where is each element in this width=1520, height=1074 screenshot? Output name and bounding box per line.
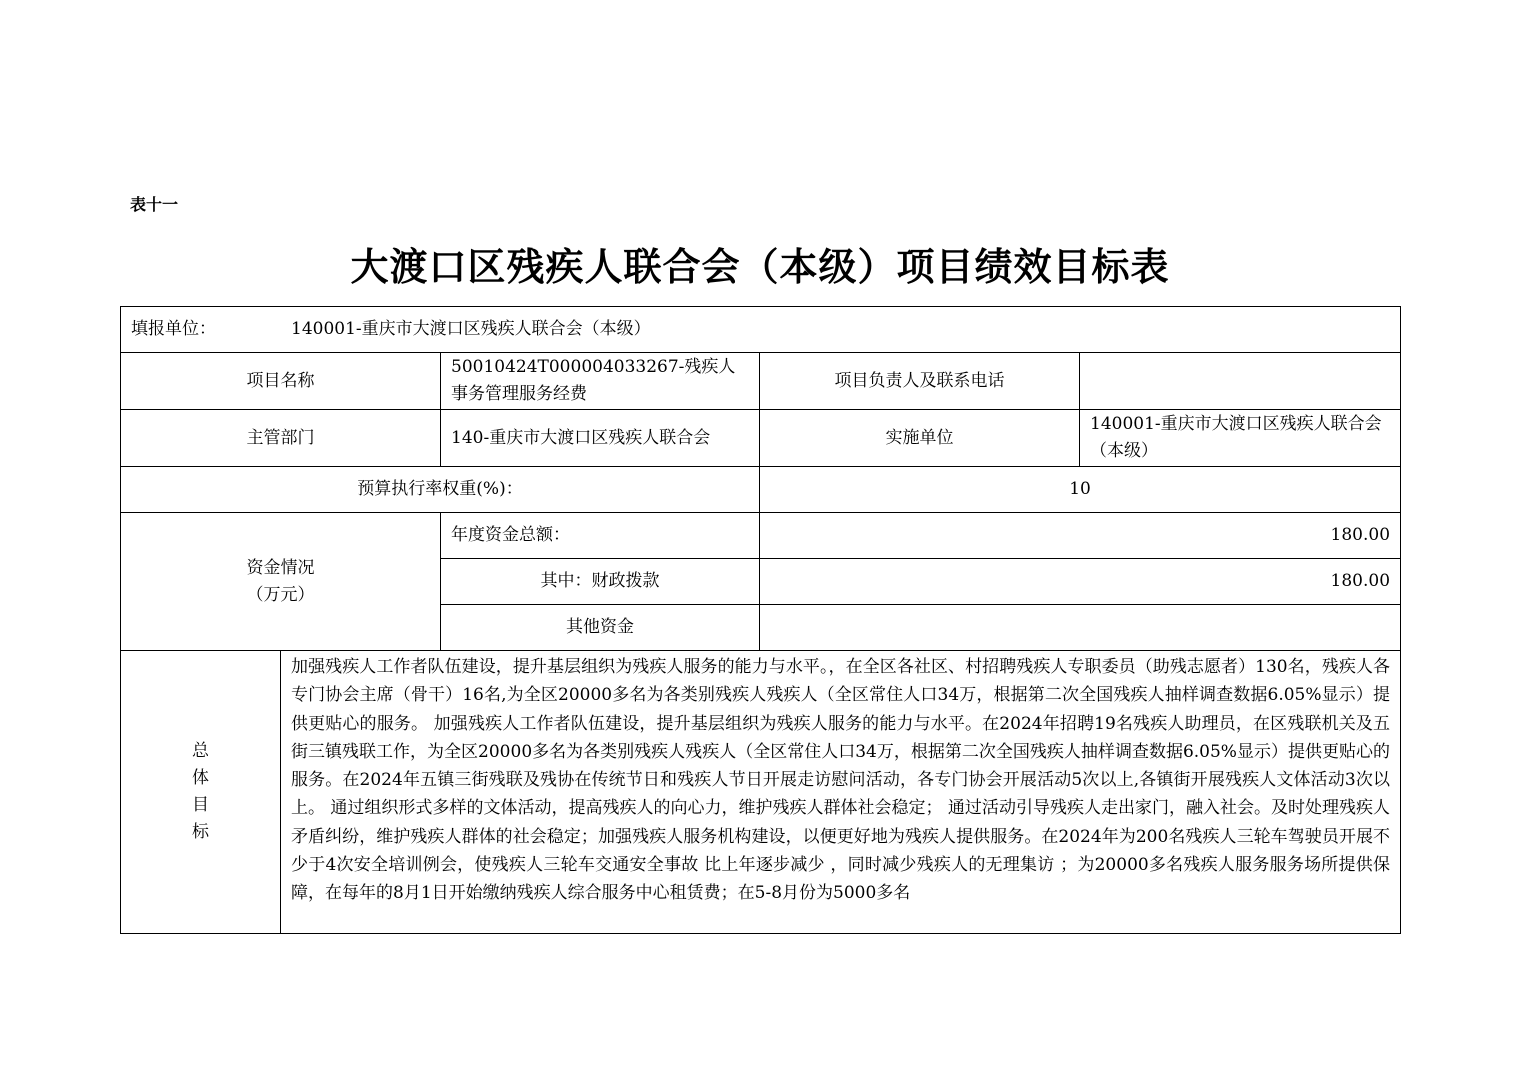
fiscal-value: 180.00 <box>760 559 1401 605</box>
budget-weight-label: 预算执行率权重(%)： <box>121 467 760 513</box>
budget-weight-value: 10 <box>760 467 1401 513</box>
budget-weight-row <box>121 467 1401 513</box>
other-funds-label: 其他资金 <box>441 605 760 651</box>
overall-goal-row <box>121 651 1401 934</box>
department-row <box>121 410 1401 467</box>
project-name-label: 项目名称 <box>121 353 441 410</box>
goal-label-char: 体 <box>192 768 209 788</box>
other-funds-value <box>760 605 1401 651</box>
implementing-unit-value: 140001-重庆市大渡口区残疾人联合会（本级） <box>1080 410 1401 467</box>
department-label: 主管部门 <box>121 410 441 467</box>
project-leader-value <box>1080 353 1401 410</box>
overall-goal-text-cell <box>281 651 1401 934</box>
overall-goal-text: 加强残疾人工作者队伍建设，提升基层组织为残疾人服务的能力与水平。，在全区各社区、村招聘残疾人专职委员（助残志愿者）130名，残疾人各专门协会主席（骨干）16名,为全区20000多名为各类别残疾人残疾人（全区常住人口34万，根据第二次全国残疾人抽样调查数据6.05%显示）提供更贴心的服务。 加强残疾人工作者队伍建设，提升基层组织为残疾人服务的能力与水平。在2024年招聘19名残疾人助理员，在区残联机关及五街三镇残联工作，为全区20000多名为各类别残疾人残疾人（全区常住人口34万，根据第二次全国残疾人抽样调查数据6.05%显示）提供更贴心的服务。在2024年五镇三街残联及残协在传统节日和残疾人节日开展走访慰问活动，各专门协会开展活动5次以上,各镇街开展残疾人文体活动3次以上。 通过组织形式多样的文体活动，提高残疾人的向心力，维护残疾人群体社会稳定； 通过活动引导残疾人走出家门，融入社会。及时处理残疾人矛盾纠纷，维护残疾人群体的社会稳定；加强残疾人服务机构建设，以便更好地为残疾人提供服务。在2024年为200名残疾人三轮车驾驶员开展不少于4次安全培训例会，使残疾人三轮车交通安全事故 比上年逐步减少 ，同时减少残疾人的无理集访 ；为20000多名残疾人服务服务场所提供保障，在每年的8月1日开始缴纳残疾人综合服务中心租赁费；在5-8月份为5000多名 <box>291 657 1391 904</box>
reporting-unit-value: 140001-重庆市大渡口区残疾人联合会（本级） <box>291 319 651 339</box>
funds-label <box>121 513 441 651</box>
reporting-unit-row <box>121 307 1401 353</box>
reporting-unit-label: 填报单位： <box>131 319 216 339</box>
project-name-row <box>121 353 1401 410</box>
page-title: 大渡口区残疾人联合会（本级）项目绩效目标表 <box>350 245 1170 289</box>
goal-label-char: 标 <box>192 822 209 842</box>
reporting-unit-cell <box>121 307 1401 353</box>
implementing-unit-label: 实施单位 <box>760 410 1080 467</box>
funds-label-line2: （万元） <box>246 584 315 605</box>
funds-label-line1: 资金情况 <box>246 557 315 578</box>
annual-total-label: 年度资金总额： <box>441 513 760 559</box>
goal-label-char: 目 <box>192 795 209 815</box>
project-name-value: 50010424T000004033267-残疾人事务管理服务经费 <box>441 353 760 410</box>
fiscal-label: 其中：财政拨款 <box>441 559 760 605</box>
performance-goal-table <box>120 306 1401 934</box>
table-label: 表十一 <box>130 195 179 214</box>
overall-goal-label <box>121 651 281 934</box>
annual-total-row <box>121 513 1401 559</box>
goal-label-char: 总 <box>192 741 209 761</box>
annual-total-value: 180.00 <box>760 513 1401 559</box>
department-value: 140-重庆市大渡口区残疾人联合会 <box>441 410 760 467</box>
project-leader-label: 项目负责人及联系电话 <box>760 353 1080 410</box>
